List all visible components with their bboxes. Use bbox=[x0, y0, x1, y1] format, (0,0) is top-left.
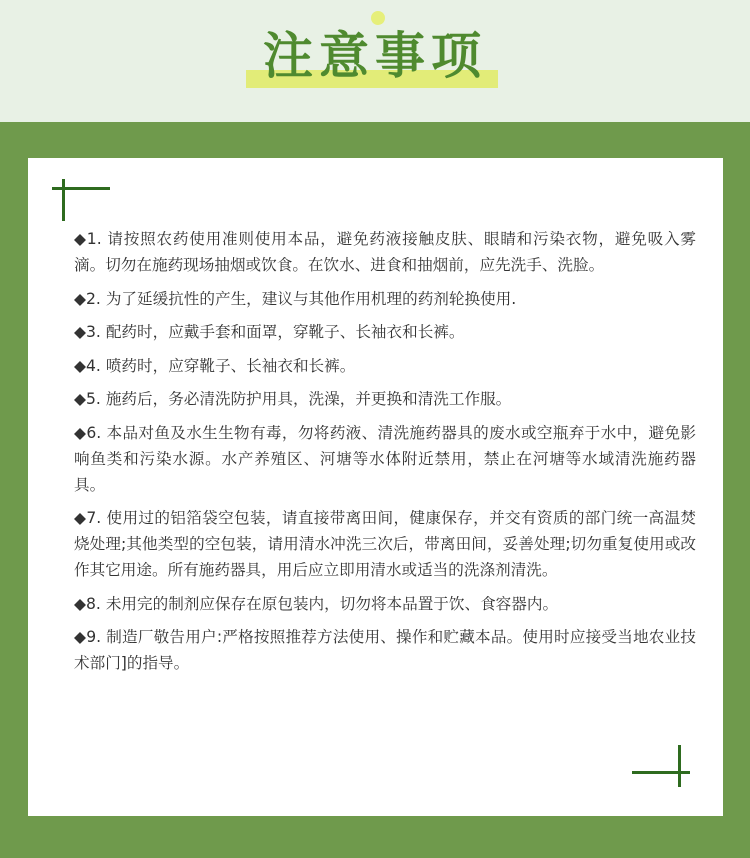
bottom-right-corner-mark-vertical bbox=[678, 745, 681, 787]
notice-list bbox=[74, 226, 696, 684]
notice-item-4: ◆4. 喷药时，应穿靴子、长袖衣和长裤。 bbox=[74, 356, 356, 375]
top-left-corner-mark bbox=[52, 187, 110, 190]
notice-item-3: ◆3. 配药时，应戴手套和面罩，穿靴子、长袖衣和长裤。 bbox=[74, 323, 465, 341]
notice-item-1: ◆1. 请按照农药使用准则使用本品，避免药液接触皮肤、眼睛和污染衣物，避免吸入雾滴。切勿在施药现场抽烟或饮食。在饮水、进食和抽烟前，应先洗手、洗脸。 bbox=[74, 230, 696, 274]
top-left-corner-mark-vertical bbox=[62, 179, 65, 221]
notice-item-9: ◆9. 制造厂敬告用户:严格按照推荐方法使用、操作和贮藏本品。使用时应接受当地农业技术部门]的指导。 bbox=[74, 628, 696, 672]
bottom-right-corner-mark bbox=[632, 771, 690, 774]
notice-item-8: ◆8. 未用完的制剂应保存在原包装内，切勿将本品置于饮、食容器内。 bbox=[74, 594, 559, 613]
decorative-dot bbox=[371, 11, 385, 25]
notice-item-5: ◆5. 施药后，务必清洗防护用具，洗澡，并更换和清洗工作服。 bbox=[74, 390, 512, 408]
notice-item-7: ◆7. 使用过的铝箔袋空包装，请直接带离田间，健康保存，并交有资质的部门统一高温焚烧处理;其他类型的空包装，请用清水冲洗三次后，带离田间，妥善处理;切勿重复使用或改作其它用途。所有施药器具，用后应立即用清水或适当的洗涤剂清洗。 bbox=[74, 509, 696, 579]
notice-item-6: ◆6. 本品对鱼及水生生物有毒，勿将药液、清洗施药器具的废水或空瓶弃于水中，避免影响鱼类和污染水源。水产养殖区、河塘等水体附近禁用，禁止在河塘等水域清洗施药器具。 bbox=[74, 423, 696, 494]
notice-item-2: ◆2. 为了延缓抗性的产生，建议与其他作用机理的药剂轮换使用. bbox=[74, 289, 517, 308]
page-title: 注意事项 bbox=[263, 27, 487, 85]
